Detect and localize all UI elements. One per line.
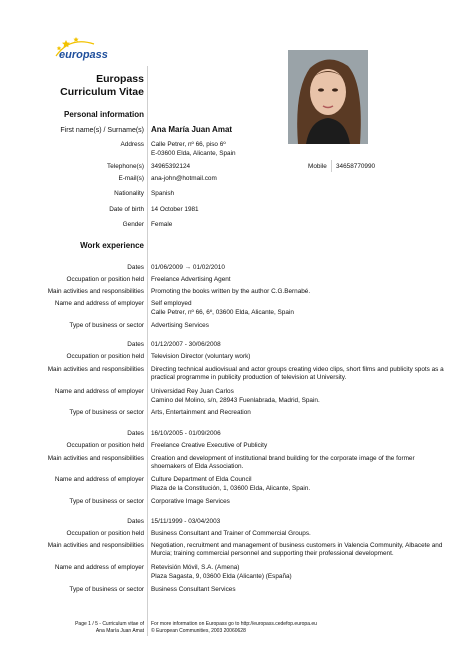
job2-employer-line1: Universidad Rey Juan Carlos	[151, 388, 234, 395]
job1-employer-line1: Self employed	[151, 300, 192, 307]
job1-employer-label: Name and address of employer	[54, 300, 144, 307]
footer-europass-link[interactable]: For more information on Europass go to http://europass.cedefop.europa.eu	[151, 621, 317, 627]
full-name: Ana María Juan Amat	[151, 125, 233, 134]
job4-activities: Negotiation, recruitment and management of business customers in Valencia Community, Albacete and Murcia; training commercial personnel and supporting their professional development.	[151, 542, 443, 557]
mobile-label: Mobile	[308, 163, 327, 170]
mobile-divider	[331, 160, 332, 172]
job4-business-label: Type of business or sector	[69, 586, 144, 593]
email-value: ana-john@hotmail.com	[151, 175, 217, 182]
job4-occupation: Business Consultant and Trainer of Commercial Groups.	[151, 530, 311, 537]
name-label: First name(s) / Surname(s)	[60, 127, 144, 134]
job2-employer-line2: Camino del Molino, s/n, 28943 Fuenlabrada, Madrid, Spain.	[151, 397, 320, 404]
email-label: E-mail(s)	[118, 175, 144, 182]
address-line2: E-03600 Elda, Alicante, Spain	[151, 150, 236, 157]
job1-dates: 01/06/2009 → 01/02/2010	[151, 264, 225, 271]
job4-employer-line1: Retevisión Móvil, S.A. (Amena)	[151, 564, 240, 571]
job4-employer-line2: Plaza Sagasta, 9, 03600 Elda (Alicante) (España)	[151, 573, 292, 580]
job3-activities: Creation and development of institutional brand building for the corporate image of the former shoemakers of Elda Association.	[151, 455, 415, 470]
job3-dates: 16/10/2005 - 01/09/2006	[151, 430, 221, 437]
dob-value: 14 October 1981	[151, 206, 199, 213]
address-line1: Calle Petrer, nº 66, piso 6º	[151, 141, 226, 148]
job1-occupation-label: Occupation or position held	[66, 276, 144, 283]
job3-business: Corporative Image Services	[151, 498, 230, 505]
job2-dates: 01/12/2007 - 30/06/2008	[151, 341, 221, 348]
nationality-value: Spanish	[151, 190, 175, 197]
gender-value: Female	[151, 221, 173, 228]
telephone-label: Telephone(s)	[107, 163, 144, 170]
job4-business: Business Consultant Services	[151, 586, 236, 593]
cv-title-line1: Europass	[96, 73, 144, 85]
job3-employer-label: Name and address of employer	[54, 476, 144, 483]
work-experience-heading: Work experience	[80, 241, 144, 250]
job3-activities-label: Main activities and responsibilities	[47, 455, 144, 462]
personal-info-heading: Personal information	[63, 110, 144, 119]
job4-dates: 15/11/1999 - 03/04/2003	[151, 518, 221, 525]
gender-label: Gender	[122, 221, 144, 228]
job2-occupation-label: Occupation or position held	[66, 353, 144, 360]
job3-occupation-label: Occupation or position held	[66, 442, 144, 449]
footer-page-info: Page 1 / 5 - Curriculum vitae of	[75, 621, 144, 627]
job2-dates-label: Dates	[127, 341, 144, 348]
job3-employer-line2: Plaza de la Constitución, 1, 03600 Elda, Alicante, Spain.	[151, 485, 311, 492]
footer-copyright: © European Communities, 2003 20060628	[151, 628, 246, 634]
job2-occupation: Television Director (voluntary work)	[151, 353, 251, 360]
telephone-value: 34965392124	[151, 163, 191, 170]
column-divider	[147, 66, 148, 636]
job3-occupation: Freelance Creative Executive of Publicity	[151, 442, 268, 449]
job1-business-label: Type of business or sector	[69, 322, 144, 329]
logo-text: europass	[59, 49, 108, 61]
address-label: Address	[120, 141, 144, 148]
job2-activities-label: Main activities and responsibilities	[47, 366, 144, 373]
job1-dates-label: Dates	[127, 264, 144, 271]
job4-dates-label: Dates	[127, 518, 144, 525]
job4-activities-label: Main activities and responsibilities	[47, 542, 144, 549]
nationality-label: Nationality	[114, 190, 144, 197]
footer-right	[151, 621, 317, 635]
job1-activities: Promoting the books written by the author C.G.Bernabé.	[151, 288, 311, 295]
job4-occupation-label: Occupation or position held	[66, 530, 144, 537]
job2-business-label: Type of business or sector	[69, 409, 144, 416]
cv-title-line2: Curriculum Vitae	[60, 86, 144, 98]
job2-business: Arts, Entertainment and Recreation	[151, 409, 251, 416]
mobile-value: 34658770990	[336, 163, 376, 170]
job1-employer-line2: Calle Petrer, nº 66, 6º, 03600 Elda, Alicante, Spain	[151, 309, 294, 316]
job4-employer-label: Name and address of employer	[54, 564, 144, 571]
job1-activities-label: Main activities and responsibilities	[47, 288, 144, 295]
job2-activities: Directing technical audiovisual and actor groups creating video clips, short films and publicity spots as a practical programme in publicity production of television at University.	[151, 366, 444, 381]
footer-left	[75, 621, 144, 635]
job3-dates-label: Dates	[127, 430, 144, 437]
europass-logo	[50, 34, 120, 64]
job3-business-label: Type of business or sector	[69, 498, 144, 505]
job1-business: Advertising Services	[151, 322, 209, 329]
job1-occupation: Freelance Advertising Agent	[151, 276, 231, 283]
job2-employer-label: Name and address of employer	[54, 388, 144, 395]
dob-label: Date of birth	[109, 206, 144, 213]
footer-owner-name: Ana María Juan Amat	[95, 628, 144, 634]
profile-photo	[288, 50, 368, 144]
job3-employer-line1: Culture Department of Elda Council	[151, 476, 252, 483]
